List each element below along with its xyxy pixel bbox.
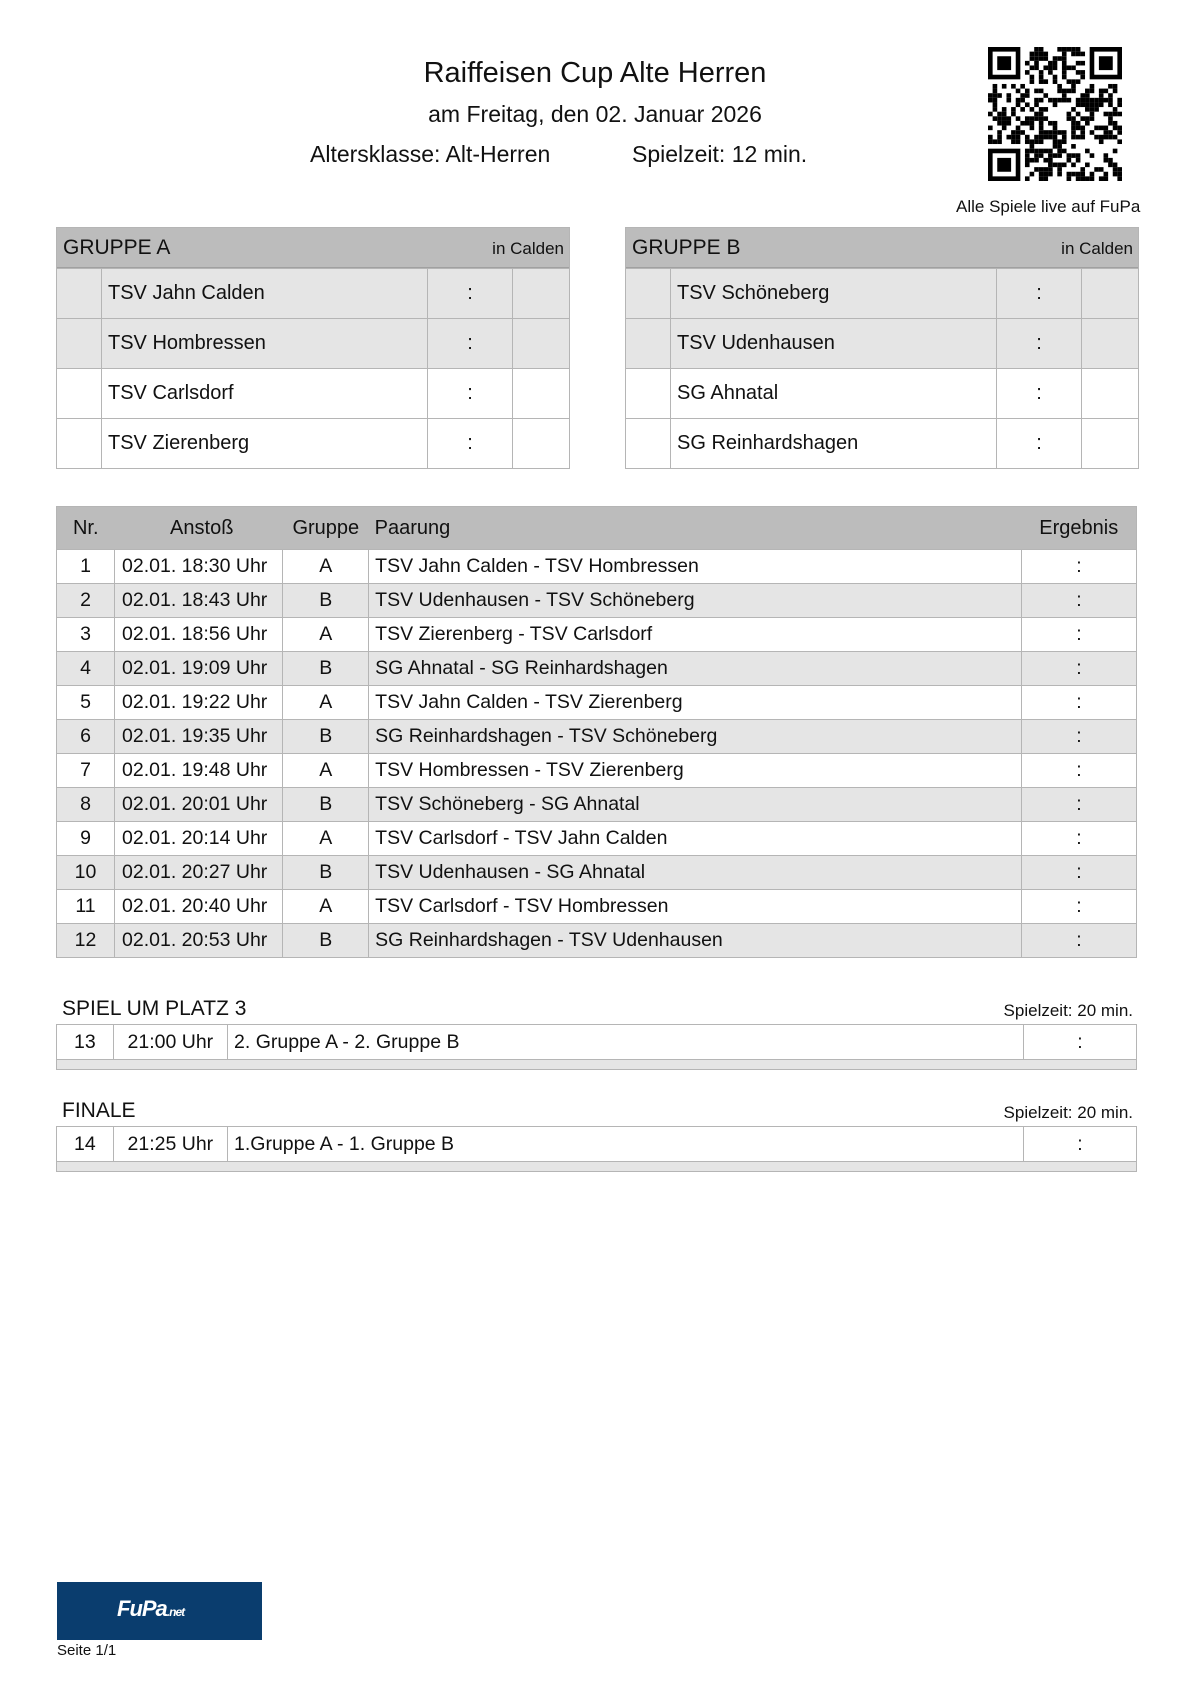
team-name: TSV Hombressen <box>102 319 428 368</box>
table-row <box>57 686 1137 720</box>
third-place-title: SPIEL UM PLATZ 3 <box>62 997 247 1020</box>
match-nr: 13 <box>57 1025 114 1060</box>
match-pairing: TSV Carlsdorf - TSV Jahn Calden <box>369 822 1022 856</box>
group-b-table <box>625 227 1139 469</box>
schedule-header-row <box>57 507 1137 550</box>
page-number: Seite 1/1 <box>57 1642 117 1659</box>
team-name: TSV Schöneberg <box>671 269 997 318</box>
score-separator: : <box>997 319 1082 368</box>
match-kickoff: 02.01. 19:35 Uhr <box>115 720 283 754</box>
match-pairing: TSV Udenhausen - TSV Schöneberg <box>369 584 1022 618</box>
match-group: A <box>283 618 369 652</box>
match-result: : <box>1022 856 1137 890</box>
match-result: : <box>1022 550 1137 584</box>
play-time: Spielzeit: 12 min. <box>632 141 808 167</box>
table-row <box>57 856 1137 890</box>
match-kickoff: 02.01. 20:27 Uhr <box>115 856 283 890</box>
match-pairing: TSV Hombressen - TSV Zierenberg <box>369 754 1022 788</box>
match-result: : <box>1022 652 1137 686</box>
match-pairing: TSV Jahn Calden - TSV Hombressen <box>369 550 1022 584</box>
match-group: A <box>283 550 369 584</box>
match-nr: 5 <box>57 686 115 720</box>
match-group: B <box>283 788 369 822</box>
qr-code-icon[interactable] <box>988 47 1122 181</box>
match-group: B <box>283 856 369 890</box>
match-pairing: TSV Jahn Calden - TSV Zierenberg <box>369 686 1022 720</box>
match-pairing: 2. Gruppe A - 2. Gruppe B <box>228 1025 1024 1060</box>
match-pairing: TSV Udenhausen - SG Ahnatal <box>369 856 1022 890</box>
match-group: B <box>283 720 369 754</box>
match-result: : <box>1022 924 1137 958</box>
group-a-table <box>56 227 570 469</box>
score-separator: : <box>428 419 513 468</box>
age-class: Altersklasse: Alt-Herren <box>310 141 551 167</box>
group-team-row <box>57 368 569 418</box>
final-time: Spielzeit: 20 min. <box>1003 1103 1133 1122</box>
match-result: : <box>1022 788 1137 822</box>
match-kickoff: 02.01. 18:56 Uhr <box>115 618 283 652</box>
team-name: TSV Udenhausen <box>671 319 997 368</box>
final-table <box>56 1126 1137 1172</box>
match-kickoff: 02.01. 18:30 Uhr <box>115 550 283 584</box>
match-group: A <box>283 754 369 788</box>
score-separator: : <box>428 319 513 368</box>
match-group: A <box>283 890 369 924</box>
match-result: : <box>1022 618 1137 652</box>
group-team-row <box>626 368 1138 418</box>
match-time: 21:25 Uhr <box>113 1127 227 1162</box>
match-pairing: 1.Gruppe A - 1. Gruppe B <box>228 1127 1024 1162</box>
third-place-table <box>56 1024 1137 1070</box>
match-kickoff: 02.01. 19:48 Uhr <box>115 754 283 788</box>
match-nr: 1 <box>57 550 115 584</box>
match-nr: 6 <box>57 720 115 754</box>
match-nr: 7 <box>57 754 115 788</box>
table-row <box>57 822 1137 856</box>
match-result: : <box>1022 686 1137 720</box>
match-group: B <box>283 924 369 958</box>
match-kickoff: 02.01. 20:53 Uhr <box>115 924 283 958</box>
team-name: SG Reinhardshagen <box>671 419 997 468</box>
group-team-row <box>626 418 1138 468</box>
match-group: B <box>283 584 369 618</box>
team-name: TSV Zierenberg <box>102 419 428 468</box>
match-result: : <box>1022 890 1137 924</box>
schedule-table <box>56 506 1137 958</box>
match-nr: 14 <box>57 1127 114 1162</box>
score-separator: : <box>997 369 1082 418</box>
table-row <box>57 788 1137 822</box>
group-b-title: GRUPPE B <box>632 236 741 259</box>
score-separator: : <box>428 369 513 418</box>
third-place-time: Spielzeit: 20 min. <box>1003 1001 1133 1020</box>
score-separator: : <box>997 269 1082 318</box>
match-result: : <box>1022 754 1137 788</box>
match-nr: 8 <box>57 788 115 822</box>
col-nr: Nr. <box>57 507 115 550</box>
match-nr: 11 <box>57 890 115 924</box>
group-team-row <box>626 268 1138 318</box>
table-row <box>57 652 1137 686</box>
match-nr: 4 <box>57 652 115 686</box>
match-pairing: SG Reinhardshagen - TSV Schöneberg <box>369 720 1022 754</box>
match-result: : <box>1024 1127 1137 1162</box>
match-kickoff: 02.01. 18:43 Uhr <box>115 584 283 618</box>
table-row <box>57 584 1137 618</box>
match-kickoff: 02.01. 19:09 Uhr <box>115 652 283 686</box>
group-team-row <box>57 268 569 318</box>
match-nr: 12 <box>57 924 115 958</box>
match-result: : <box>1022 584 1137 618</box>
match-pairing: TSV Schöneberg - SG Ahnatal <box>369 788 1022 822</box>
match-kickoff: 02.01. 20:14 Uhr <box>115 822 283 856</box>
score-separator: : <box>997 419 1082 468</box>
match-pairing: SG Ahnatal - SG Reinhardshagen <box>369 652 1022 686</box>
match-nr: 10 <box>57 856 115 890</box>
group-b-location: in Calden <box>1061 239 1133 258</box>
group-a-title: GRUPPE A <box>63 236 171 259</box>
team-name: TSV Carlsdorf <box>102 369 428 418</box>
table-row <box>57 550 1137 584</box>
match-group: B <box>283 652 369 686</box>
col-result: Ergebnis <box>1022 507 1137 550</box>
table-row <box>57 618 1137 652</box>
match-nr: 9 <box>57 822 115 856</box>
match-pairing: SG Reinhardshagen - TSV Udenhausen <box>369 924 1022 958</box>
fupa-logo[interactable] <box>57 1582 262 1640</box>
event-date: am Freitag, den 02. Januar 2026 <box>428 101 762 127</box>
match-kickoff: 02.01. 19:22 Uhr <box>115 686 283 720</box>
group-a-location: in Calden <box>492 239 564 258</box>
match-nr: 3 <box>57 618 115 652</box>
col-pairing: Paarung <box>369 507 1022 550</box>
team-name: TSV Jahn Calden <box>102 269 428 318</box>
match-time: 21:00 Uhr <box>113 1025 227 1060</box>
page-title: Raiffeisen Cup Alte Herren <box>423 57 767 89</box>
group-team-row <box>626 318 1138 368</box>
col-kickoff: Anstoß <box>115 507 283 550</box>
table-row <box>57 720 1137 754</box>
group-team-row <box>57 318 569 368</box>
table-row <box>57 890 1137 924</box>
table-row <box>57 1025 1137 1060</box>
match-result: : <box>1022 822 1137 856</box>
live-note: Alle Spiele live auf FuPa <box>956 197 1141 216</box>
team-name: SG Ahnatal <box>671 369 997 418</box>
match-kickoff: 02.01. 20:01 Uhr <box>115 788 283 822</box>
match-pairing: TSV Carlsdorf - TSV Hombressen <box>369 890 1022 924</box>
table-row <box>57 924 1137 958</box>
logo-text: FuPa.net <box>117 1596 185 1621</box>
table-row <box>57 754 1137 788</box>
match-group: A <box>283 822 369 856</box>
match-nr: 2 <box>57 584 115 618</box>
group-team-row <box>57 418 569 468</box>
col-group: Gruppe <box>283 507 369 550</box>
match-group: A <box>283 686 369 720</box>
final-title: FINALE <box>62 1099 136 1122</box>
match-pairing: TSV Zierenberg - TSV Carlsdorf <box>369 618 1022 652</box>
score-separator: : <box>428 269 513 318</box>
match-result: : <box>1022 720 1137 754</box>
match-kickoff: 02.01. 20:40 Uhr <box>115 890 283 924</box>
table-row <box>57 1127 1137 1162</box>
match-result: : <box>1024 1025 1137 1060</box>
